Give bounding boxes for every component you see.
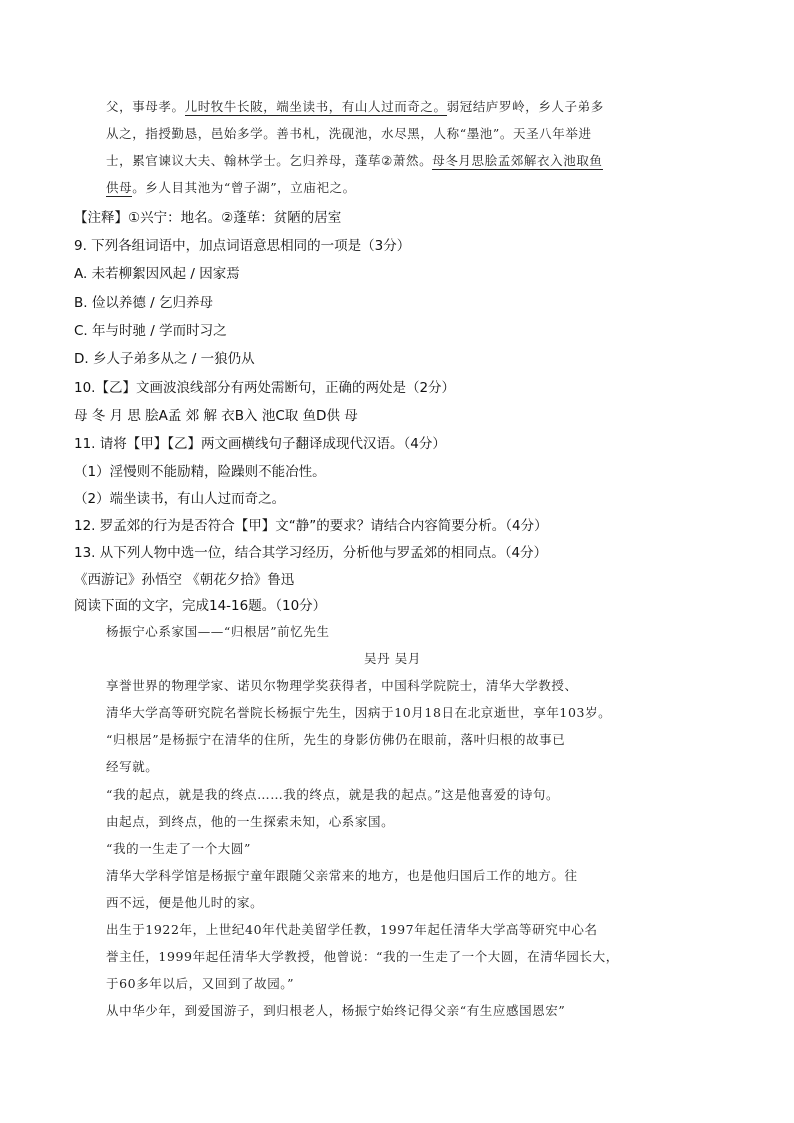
question-11-item-1: （1）淫慢则不能励精，险躁则不能冶性。 — [74, 464, 326, 480]
notes: 【注释】①兴宁：地名。②蓬荜：贫陋的居室 — [74, 210, 342, 226]
article-line-2: 清华大学高等研究院名誉院长杨振宁先生，因病于10月18日在北京逝世，享年103岁。 — [106, 705, 612, 720]
question-9-option-b: B. 俭以养德 / 乞归养母 — [74, 295, 213, 311]
question-11-item-2: （2）端坐读书，有山人过而奇之。 — [74, 491, 286, 507]
question-9-option-a: A. 未若柳絮因风起 / 因家焉 — [74, 266, 240, 282]
passage-line-3-mid: 萧然。 — [392, 153, 433, 168]
article-line-8: 清华大学科学馆是杨振宁童年跟随父亲常来的地方，也是他归国后工作的地方。往 — [106, 868, 578, 883]
article-line-4: 经写就。 — [106, 759, 159, 774]
article-line-5: “我的起点，就是我的终点……我的终点，就是我的起点。”这是他喜爱的诗句。 — [106, 787, 560, 802]
passage-line-3-pre: 士，累官谏议大夫、翰林学士。乞归养母，蓬荜 — [106, 153, 382, 168]
article-title: 杨振宁心系家国——“归根居”前忆先生 — [106, 624, 330, 639]
question-10-sentence: 母 冬 月 思 脍A孟 郊 解 衣B入 池C取 鱼D供 母 — [74, 408, 358, 424]
question-11: 11. 请将【甲】【乙】两文画横线句子翻译成现代汉语。（4分） — [74, 436, 446, 452]
passage-line-4-post: 。乡人目其池为“曾子湖”，立庙祀之。 — [132, 180, 356, 195]
passage-line-1 — [106, 97, 604, 115]
wavy-underlined-part-2: 供母 — [106, 180, 133, 195]
article-line-9: 西不远，便是他儿时的家。 — [106, 895, 264, 910]
passage-line-3 — [106, 151, 603, 169]
question-13: 13. 从下列人物中选一位，结合其学习经历，分析他与罗孟郊的相同点。（4分） — [74, 545, 548, 561]
reading-intro: 阅读下面的文字，完成14-16题。（10分） — [74, 598, 327, 614]
wavy-underlined-part-1: 母冬月思脍孟郊解衣入池取鱼 — [432, 153, 603, 168]
article-line-1: 享誉世界的物理学家、诺贝尔物理学奖获得者，中国科学院院士，清华大学教授、 — [106, 678, 578, 693]
article-line-13: 从中华少年，到爱国游子，到归根老人，杨振宁始终记得父亲“有生应感国恩宏” — [106, 1003, 566, 1018]
article-line-3: “归根居”是杨振宁在清华的住所，先生的身影仿佛仍在眼前，落叶归根的故事已 — [106, 732, 566, 747]
passage-line-1-pre: 父，事母孝。 — [106, 99, 185, 114]
article-authors: 吴丹 吴月 — [364, 651, 421, 666]
passage-line-4 — [106, 178, 356, 196]
question-10: 10.【乙】文画波浪线部分有两处需断句，正确的两处是（2分） — [74, 380, 456, 396]
article-line-12: 于60多年以后，又回到了故园。” — [106, 976, 295, 991]
question-9-option-d: D. 乡人子弟多从之 / 一狼仍从 — [74, 351, 255, 367]
article-subheading: “我的一生走了一个大圆” — [106, 841, 251, 856]
footnote-marker: ② — [381, 153, 393, 168]
question-13-options: 《西游记》孙悟空 《朝花夕拾》鲁迅 — [74, 572, 295, 588]
passage-line-1-post: 弱冠结庐罗岭，乡人子弟多 — [446, 99, 604, 114]
question-9-option-c: C. 年与时驰 / 学而时习之 — [74, 323, 227, 339]
article-line-6: 由起点，到终点，他的一生探索未知，心系家国。 — [106, 814, 395, 829]
passage-line-2: 从之，指授勤恳，邑始多学。善书札，洗砚池，水尽黑，人称“墨池”。天圣八年举进 — [106, 126, 592, 141]
article-line-10: 出生于1922年，上世纪40年代赴美留学任教，1997年起任清华大学高等研究中心名 — [106, 922, 598, 937]
article-line-11: 誉主任，1999年起任清华大学教授，他曾说：“我的一生走了一个大圆，在清华园长大， — [106, 949, 619, 964]
underlined-sentence: 儿时牧牛长陂，端坐读书，有山人过而奇之。 — [184, 99, 447, 114]
question-9: 9. 下列各组词语中，加点词语意思相同的一项是（3分） — [74, 238, 411, 254]
question-12: 12. 罗孟郊的行为是否符合【甲】文“静”的要求？请结合内容简要分析。（4分） — [74, 518, 548, 534]
